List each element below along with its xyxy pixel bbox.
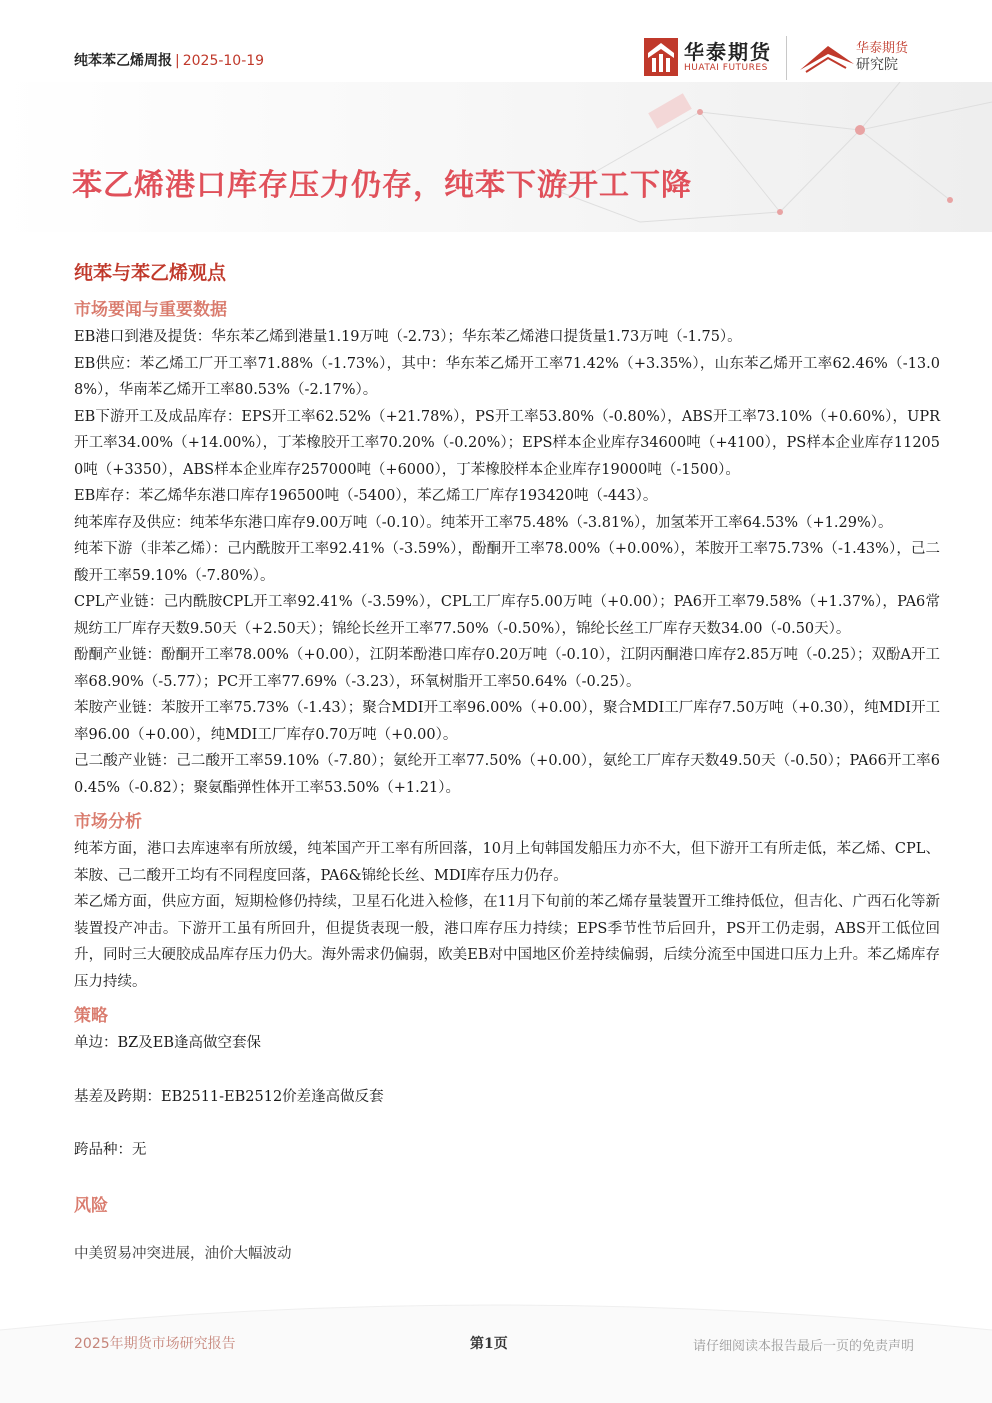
news-paragraph: 酚酮产业链：酚酮开工率78.00%（+0.00），江阴苯酚港口库存0.20万吨（-0.10），江阴丙酮港口库存2.85万吨（-0.25）；双酚A开工率68.90%（-5.77）；PC开工率77.69%（-3.23），环氧树脂开工率50.64%（-0.25）。: [74, 647, 940, 690]
strategy-heading: 策略: [74, 1006, 108, 1026]
strategy-list: [74, 1030, 940, 1164]
institute-name-line1: 华泰期货: [856, 41, 909, 56]
market-analysis-heading: 市场分析: [74, 812, 142, 832]
section-title: 纯苯与苯乙烯观点: [74, 262, 227, 284]
news-paragraph: 己二酸产业链：己二酸开工率59.10%（-7.80）；氨纶开工率77.50%（+0.00），氨纶工厂库存天数49.50天（-0.50）；PA66开工率60.45%（-0.82）；聚氨酯弹性体开工率53.50%（+1.21）。: [74, 753, 940, 796]
page-number: 第1页: [470, 1336, 508, 1352]
market-analysis-list: [74, 836, 940, 995]
report-date: 2025-10-19: [182, 53, 265, 69]
footer-report-type: 2025年期货市场研究报告: [74, 1336, 236, 1352]
header-banner-graphic: [0, 82, 992, 232]
logo-english-name: HUATAI FUTURES: [684, 63, 768, 73]
news-paragraph: CPL产业链：己内酰胺CPL开工率92.41%（-3.59%），CPL工厂库存5.00万吨（+0.00）；PA6开工率79.58%（+1.37%），PA6常规纺工厂库存天数9.50天（+2.50天）；锦纶长丝开工率77.50%（-0.50%），锦纶长丝工厂库存天数34.00（-0.50天）。: [74, 594, 940, 637]
huatai-logo: [644, 38, 772, 76]
news-paragraph: EB下游开工及成品库存：EPS开工率62.52%（+21.78%），PS开工率53.80%（-0.80%），ABS开工率73.10%（+0.60%），UPR开工率34.00%（+14.00%），丁苯橡胶开工率70.20%（-0.20%）；EPS样本企业库存34600吨（+4100），PS样本企业库存112050吨（+3350），ABS样本企业库存257000吨（+6000），丁苯橡胶样本企业库存19000吨（-1500）。: [74, 408, 940, 478]
report-header: [74, 50, 264, 70]
analysis-paragraph: 苯乙烯方面，供应方面，短期检修仍持续，卫星石化进入检修，在11月下旬前的苯乙烯存量装置开工维持低位，但吉化、广西石化等新装置投产冲击。下游开工虽有所回升，但提货表现一般，港口库存压力持续；EPS季节性节后回升，PS开工仍走弱，ABS开工低位回升，同时三大硬胶成品库存压力仍大。海外需求仍偏弱，欧美EB对中国地区价差持续偏弱，后续分流至中国进口压力上升。苯乙烯库存压力持续。: [74, 894, 940, 990]
news-paragraph: 苯胺产业链：苯胺开工率75.73%（-1.43）；聚合MDI开工率96.00%（+0.00），聚合MDI工厂库存7.50万吨（+0.30），纯MDI开工率96.00（+0.00），纯MDI工厂库存0.70万吨（+0.00）。: [74, 700, 940, 743]
disclaimer-note: 请仔细阅读本报告最后一页的免责声明: [692, 1339, 914, 1354]
market-news-list: [74, 324, 940, 801]
logo-divider: [786, 36, 787, 80]
research-institute-logo-icon: [798, 40, 856, 76]
research-institute-logo: [798, 40, 908, 76]
strategy-cross: 跨品种：无: [74, 1142, 147, 1158]
report-name: 纯苯苯乙烯周报: [74, 53, 172, 69]
report-title: 苯乙烯港口库存压力仍存，纯苯下游开工下降: [72, 168, 692, 203]
news-paragraph: EB库存：苯乙烯华东港口库存196500吨（-5400），苯乙烯工厂库存193420吨（-443）。: [74, 488, 658, 504]
news-paragraph: 纯苯下游（非苯乙烯）：己内酰胺开工率92.41%（-3.59%），酚酮开工率78.00%（+0.00%），苯胺开工率75.73%（-1.43%），己二酸开工率59.10%（-7.80%）。: [74, 541, 940, 584]
news-paragraph: EB港口到港及提货：华东苯乙烯到港量1.19万吨（-2.73）；华东苯乙烯港口提货量1.73万吨（-1.75）。: [74, 329, 742, 345]
news-paragraph: 纯苯库存及供应：纯苯华东港口库存9.00万吨（-0.10）。纯苯开工率75.48%（-3.81%），加氢苯开工率64.53%（+1.29%）。: [74, 514, 893, 531]
header-separator: |: [175, 53, 180, 69]
market-news-heading: 市场要闻与重要数据: [74, 300, 227, 320]
huatai-logo-icon: [644, 38, 678, 76]
logo-chinese-name: 华泰期货: [684, 40, 772, 64]
risk-heading: 风险: [74, 1195, 108, 1216]
news-paragraph: EB供应：苯乙烯工厂开工率71.88%（-1.73%），其中：华东苯乙烯开工率71.42%（+3.35%），山东苯乙烯开工率62.46%（-13.08%），华南苯乙烯开工率80.53%（-2.17%）。: [74, 355, 940, 398]
risk-text: 中美贸易冲突进展，油价大幅波动: [74, 1245, 292, 1262]
strategy-single: 单边：BZ及EB逢高做空套保: [74, 1035, 261, 1051]
strategy-spread: 基差及跨期：EB2511-EB2512价差逢高做反套: [74, 1088, 384, 1105]
analysis-paragraph: 纯苯方面，港口去库速率有所放缓，纯苯国产开工率有所回落，10月上旬韩国发船压力亦不大，但下游开工有所走低，苯乙烯、CPL、苯胺、己二酸开工均有不同程度回落，PA6&锦纶长丝、MDI库存压力仍存。: [74, 841, 940, 884]
report-body: [74, 258, 940, 1263]
institute-name-line2: 研究院: [856, 57, 898, 73]
